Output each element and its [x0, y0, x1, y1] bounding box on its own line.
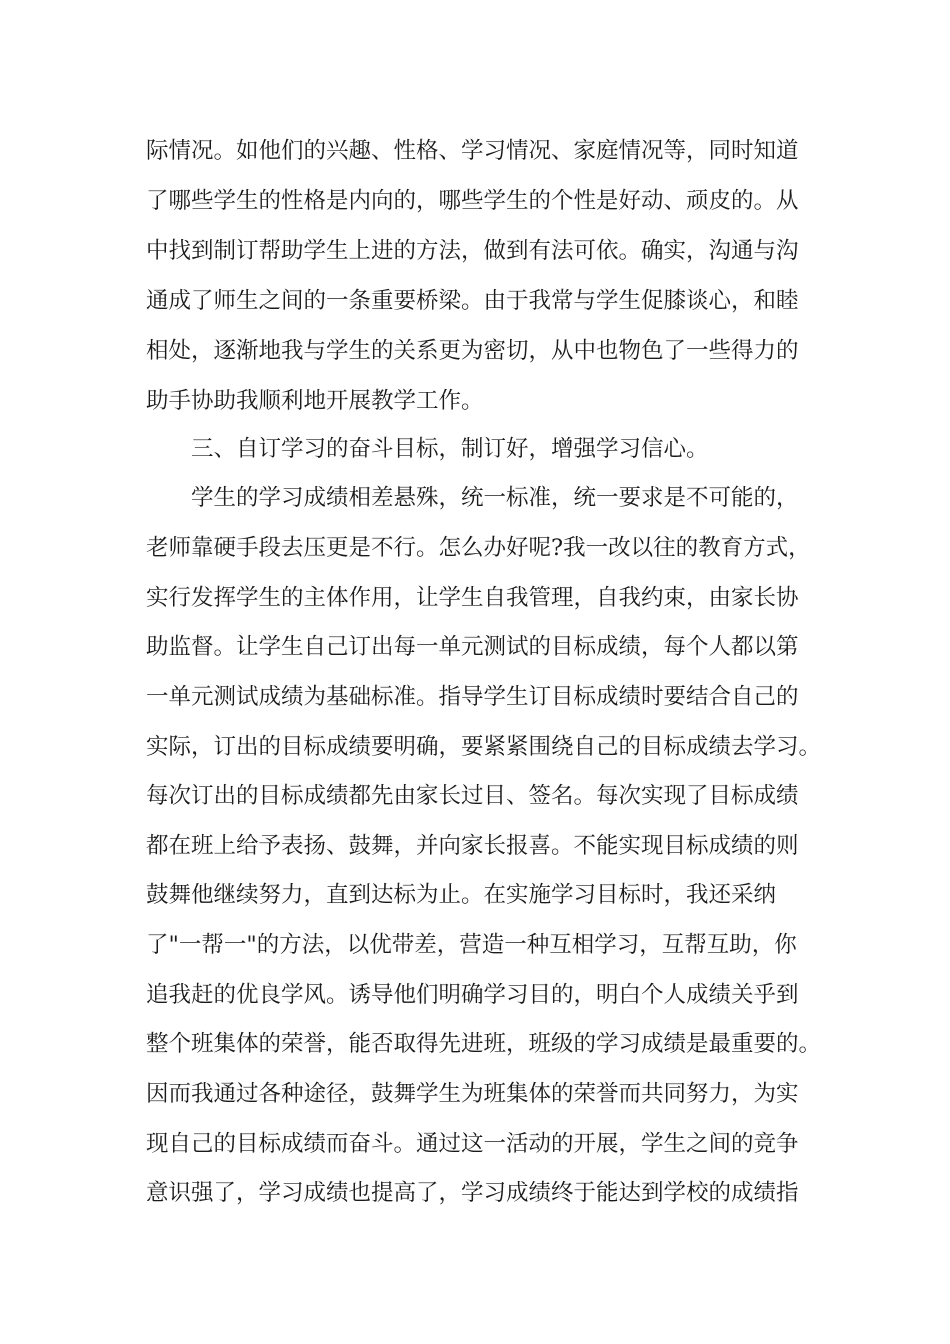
text-line: 学生的学习成绩相差悬殊，统一标准，统一要求是不可能的，	[191, 485, 799, 511]
text-line: 老师靠硬手段去压更是不行。怎么办好呢?我一改以往的教育方式，	[146, 535, 811, 561]
text-line: 际情况。如他们的兴趣、性格、学习情况、家庭情况等，同时知道	[146, 138, 799, 164]
text-line: 助手协助我顺利地开展教学工作。	[146, 388, 484, 414]
text-line: 追我赶的优良学风。诱导他们明确学习目的，明白个人成绩关乎到	[146, 982, 799, 1008]
text-line: 了"一帮一"的方法，以优带差，营造一种互相学习，互帮互助，你	[146, 932, 797, 958]
text-line: 一单元测试成绩为基础标准。指导学生订目标成绩时要结合自己的	[146, 684, 799, 710]
text-line: 了哪些学生的性格是内向的，哪些学生的个性是好动、顽皮的。从	[146, 188, 799, 214]
text-line: 都在班上给予表扬、鼓舞，并向家长报喜。不能实现目标成绩的则	[146, 833, 799, 859]
text-line: 通成了师生之间的一条重要桥梁。由于我常与学生促膝谈心，和睦	[146, 288, 799, 314]
text-line: 助监督。让学生自己订出每一单元测试的目标成绩，每个人都以第	[146, 634, 799, 660]
text-line: 相处，逐渐地我与学生的关系更为密切，从中也物色了一些得力的	[146, 338, 799, 364]
text-line: 实际，订出的目标成绩要明确，要紧紧围绕自己的目标成绩去学习。	[146, 734, 822, 760]
text-line: 现自己的目标成绩而奋斗。通过这一活动的开展，学生之间的竞争	[146, 1131, 799, 1157]
text-line: 意识强了，学习成绩也提高了，学习成绩终于能达到学校的成绩指	[146, 1180, 799, 1206]
text-line: 因而我通过各种途径，鼓舞学生为班集体的荣誉而共同努力，为实	[146, 1081, 799, 1107]
text-line: 整个班集体的荣誉，能否取得先进班，班级的学习成绩是最重要的。	[146, 1031, 822, 1057]
text-line: 每次订出的目标成绩都先由家长过目、签名。每次实现了目标成绩	[146, 783, 799, 809]
text-line: 实行发挥学生的主体作用，让学生自我管理，自我约束，由家长协	[146, 585, 799, 611]
text-line: 鼓舞他继续努力，直到达标为止。在实施学习目标时，我还采纳	[146, 882, 777, 908]
section-heading: 三、自订学习的奋斗目标，制订好，增强学习信心。	[191, 436, 709, 462]
text-line: 中找到制订帮助学生上进的方法，做到有法可依。确实，沟通与沟	[146, 238, 799, 264]
